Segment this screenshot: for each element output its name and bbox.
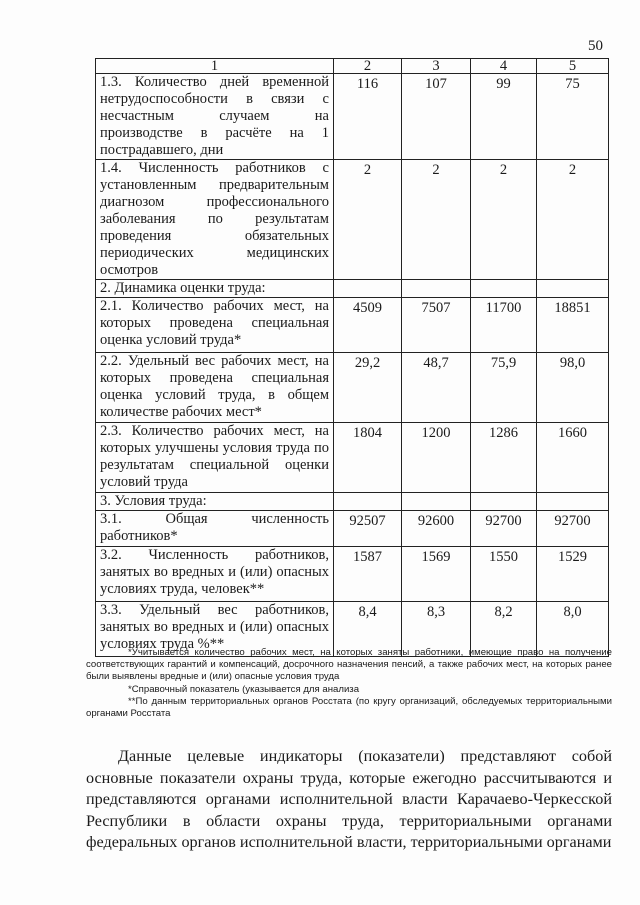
header-cell: 5 [537,59,609,74]
cell-value: 8,3 [402,602,471,657]
table-row [96,353,609,423]
table-row [96,298,609,353]
section-row [96,280,609,298]
row-label: 2.2. Удельный вес рабочих мест, на которых проведена специальная оценка условий труда, в общем количестве рабочих мест* [96,353,334,423]
cell-value: 92507 [334,511,402,547]
cell-value: 92700 [471,511,537,547]
body-text [86,746,612,854]
section-label: 2. Динамика оценки труда: [96,280,334,298]
table-row [96,423,609,493]
row-label: 3.2. Численность работников, занятых во вредных и (или) опасных условиях труда, человек** [96,547,334,602]
cell-value: 8,0 [537,602,609,657]
cell-value: 2 [537,160,609,280]
footnote: *Справочный показатель (указывается для анализа [128,683,360,695]
cell-value: 4509 [334,298,402,353]
row-label: 3.3. Удельный вес работников, занятых во вредных и (или) опасных условиях труда %** [96,602,334,657]
indicators-table [95,58,609,657]
cell-value: 2 [471,160,537,280]
cell-value: 18851 [537,298,609,353]
footnote: **По данным территориальных органов Росстата (по кругу организаций, обследуемых территориальными органами Росстата [86,695,612,720]
cell-value: 1804 [334,423,402,493]
body-paragraph: Данные целевые индикаторы (показатели) представляют собой основные показатели охраны труда, которые ежегодно рассчитываются и представляются органами исполнительной власти Карачаево-Черкесской Республики в области охраны труда, территориальными органами федеральных органов исполнительной власти, территориальными органами [86,747,612,851]
header-cell: 2 [334,59,402,74]
table-row [96,74,609,160]
footnotes [86,647,612,720]
table-row [96,160,609,280]
row-label: 1.3. Количество дней временной нетрудоспособности в связи с несчастным случаем на производстве в расчёте на 1 пострадавшего, дни [96,74,334,160]
cell-value: 2 [402,160,471,280]
table-header-row [96,59,609,74]
cell-value: 11700 [471,298,537,353]
cell-value: 98,0 [537,353,609,423]
section-row [96,493,609,511]
cell-value: 116 [334,74,402,160]
header-cell: 4 [471,59,537,74]
section-label: 3. Условия труда: [96,493,334,511]
cell-value: 1200 [402,423,471,493]
cell-value: 1587 [334,547,402,602]
cell-value: 1660 [537,423,609,493]
row-label: 2.1. Количество рабочих мест, на которых проведена специальная оценка условий труда* [96,298,334,353]
row-label: 2.3. Количество рабочих мест, на которых улучшены условия труда по результатам специальной оценки условий труда [96,423,334,493]
cell-value: 99 [471,74,537,160]
cell-value: 8,4 [334,602,402,657]
cell-value: 92600 [402,511,471,547]
cell-value: 1529 [537,547,609,602]
cell-value: 1569 [402,547,471,602]
table-row [96,547,609,602]
table-row [96,511,609,547]
cell-value: 48,7 [402,353,471,423]
cell-value: 2 [334,160,402,280]
cell-value: 7507 [402,298,471,353]
header-cell: 3 [402,59,471,74]
cell-value: 107 [402,74,471,160]
footnote: *Учитывается количество рабочих мест, на которых заняты работники, имеющие право на получение соответствующих гарантий и компенсаций, досрочного назначения пенсий, а также рабочих мест, на которых ранее были выявлены вредные и (или) опасные условия труда [86,647,612,683]
header-cell: 1 [96,59,334,74]
cell-value: 1286 [471,423,537,493]
page-number: 50 [588,38,603,54]
cell-value: 29,2 [334,353,402,423]
cell-value: 8,2 [471,602,537,657]
cell-value: 1550 [471,547,537,602]
cell-value: 75 [537,74,609,160]
cell-value: 75,9 [471,353,537,423]
row-label: 1.4. Численность работников с установленным предварительным диагнозом профессионального заболевания по результатам проведения обязательных периодических медицинских осмотров [96,160,334,280]
row-label: 3.1. Общая численность работников* [96,511,334,547]
cell-value: 92700 [537,511,609,547]
